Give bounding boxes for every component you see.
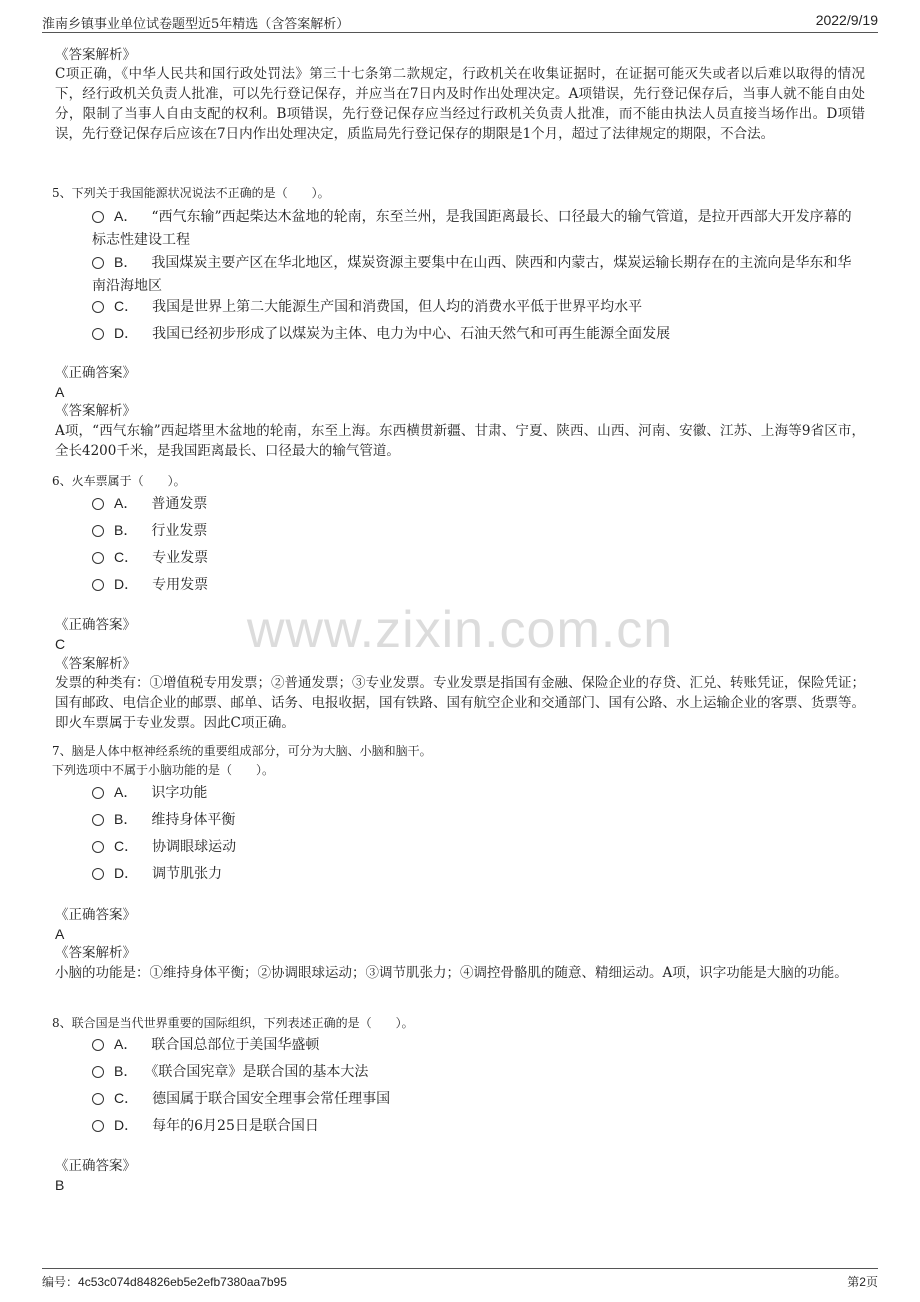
- option-7d[interactable]: D． 调节肌张力: [92, 862, 862, 886]
- option-8a[interactable]: A． 联合国总部位于美国华盛顿: [92, 1033, 862, 1057]
- option-7b[interactable]: B． 维持身体平衡: [92, 808, 862, 832]
- radio-icon[interactable]: [92, 814, 104, 826]
- radio-icon[interactable]: [92, 552, 104, 564]
- radio-icon[interactable]: [92, 579, 104, 591]
- page-number: 第2页: [847, 1275, 878, 1289]
- answer-label: 《正确答案》: [55, 365, 136, 381]
- option-6b[interactable]: B． 行业发票: [92, 519, 862, 543]
- question-7-prompt: 下列选项中不属于小脑功能的是（ ）。: [52, 763, 275, 777]
- radio-icon[interactable]: [92, 787, 104, 799]
- analysis-label: 《答案解析》: [55, 403, 136, 419]
- option-6d[interactable]: D． 专用发票: [92, 573, 862, 597]
- answer-value: A: [55, 384, 65, 400]
- option-5b[interactable]: B． 我国煤炭主要产区在华北地区，煤炭资源主要集中在山西、陕西和内蒙古，煤炭运输长期存在的主流向是华东和华南沿海地区: [92, 254, 852, 294]
- analysis-text: A项，“西气东输”西起塔里木盆地的轮南，东至上海。东西横贯新疆、甘肃、宁夏、陕西、山西、河南、安徽、江苏、上海等9省区市，全长4200千米，是我国距离最长、口径最大的输气管道。: [55, 423, 865, 459]
- question-8: 8、联合国是当代世界重要的国际组织，下列表述正确的是（ ）。: [52, 1016, 414, 1030]
- option-5d[interactable]: D． 我国已经初步形成了以煤炭为主体、电力为中心、石油天然气和可再生能源全面发展: [92, 322, 862, 346]
- radio-icon[interactable]: [92, 498, 104, 510]
- option-8b[interactable]: B． 《联合国宪章》是联合国的基本大法: [92, 1060, 862, 1084]
- radio-icon[interactable]: [92, 1066, 104, 1078]
- question-6: 6、火车票属于（ ）。: [52, 474, 186, 488]
- radio-icon[interactable]: [92, 525, 104, 537]
- page-header: [42, 12, 878, 33]
- option-5a[interactable]: A． “西气东输”西起柴达木盆地的轮南，东至兰州，是我国距离最长、口径最大的输气管道，是拉开西部大开发序幕的标志性建设工程: [92, 208, 852, 248]
- radio-icon[interactable]: [92, 868, 104, 880]
- analysis-text: C项正确，《中华人民共和国行政处罚法》第三十七条第二款规定，行政机关在收集证据时，在证据可能灭失或者以后难以取得的情况下，经行政机关负责人批准，可以先行登记保存，并应当在7日内及时作出处理决定。A项错误，先行登记保存后，当事人就不能自由处分，限制了当事人自由支配的权利。B项错误，先行登记保存应当经过行政机关负责人批准，而不能由执法人员直接当场作出。D项错误，先行登记保存后应该在7日内作出处理决定，质监局先行登记保存的期限是1个月，超过了法律规定的期限，不合法。: [55, 66, 865, 142]
- radio-icon[interactable]: [92, 1120, 104, 1132]
- answer-label: 《正确答案》: [55, 1158, 136, 1174]
- analysis-label: 《答案解析》: [55, 945, 136, 961]
- answer-label: 《正确答案》: [55, 907, 136, 923]
- option-7c[interactable]: C． 协调眼球运动: [92, 835, 862, 859]
- analysis-label: 《答案解析》: [55, 656, 136, 672]
- radio-icon[interactable]: [92, 301, 104, 313]
- radio-icon[interactable]: [92, 328, 104, 340]
- analysis-text: 发票的种类有：①增值税专用发票；②普通发票；③专业发票。专业发票是指国有金融、保险企业的存贷、汇兑、转账凭证，保险凭证；国有邮政、电信企业的邮票、邮单、话务、电报收据，国有铁路、国有航空企业和交通部门、国有公路、水上运输企业的客票、货票等。即火车票属于专业发票。因此C项正确。: [55, 675, 865, 731]
- document-title: 淮南乡镇事业单位试卷题型近5年精选（含答案解析）: [42, 17, 350, 32]
- option-5c[interactable]: C． 我国是世界上第二大能源生产国和消费国，但人均的消费水平低于世界平均水平: [92, 295, 862, 319]
- radio-icon[interactable]: [92, 1039, 104, 1051]
- answer-value: C: [55, 636, 66, 652]
- answer-value: A: [55, 926, 65, 942]
- analysis-text: 小脑的功能是：①维持身体平衡；②协调眼球运动；③调节肌张力；④调控骨骼肌的随意、精细运动。A项，识字功能是大脑的功能。: [55, 965, 848, 981]
- option-8c[interactable]: C． 德国属于联合国安全理事会常任理事国: [92, 1087, 862, 1111]
- page-footer: [42, 1268, 878, 1291]
- option-8d[interactable]: D． 每年的6月25日是联合国日: [92, 1114, 862, 1138]
- answer-value: B: [55, 1177, 65, 1193]
- question-7: 7、脑是人体中枢神经系统的重要组成部分，可分为大脑、小脑和脑干。: [52, 744, 432, 758]
- radio-icon[interactable]: [92, 257, 104, 269]
- radio-icon[interactable]: [92, 1093, 104, 1105]
- watermark: www.zixin.com.cn: [246, 601, 674, 659]
- analysis-label: 《答案解析》: [55, 47, 136, 63]
- answer-label: 《正确答案》: [55, 617, 136, 633]
- option-6c[interactable]: C． 专业发票: [92, 546, 862, 570]
- radio-icon[interactable]: [92, 841, 104, 853]
- radio-icon[interactable]: [92, 211, 104, 223]
- option-6a[interactable]: A． 普通发票: [92, 492, 862, 516]
- document-code: 编号：4c53c074d84826eb5e2efb7380aa7b95: [42, 1275, 287, 1289]
- option-7a[interactable]: A． 识字功能: [92, 781, 862, 805]
- document-date: 2022/9/19: [815, 12, 878, 28]
- question-5: 5、下列关于我国能源状况说法不正确的是（ ）。: [52, 186, 330, 200]
